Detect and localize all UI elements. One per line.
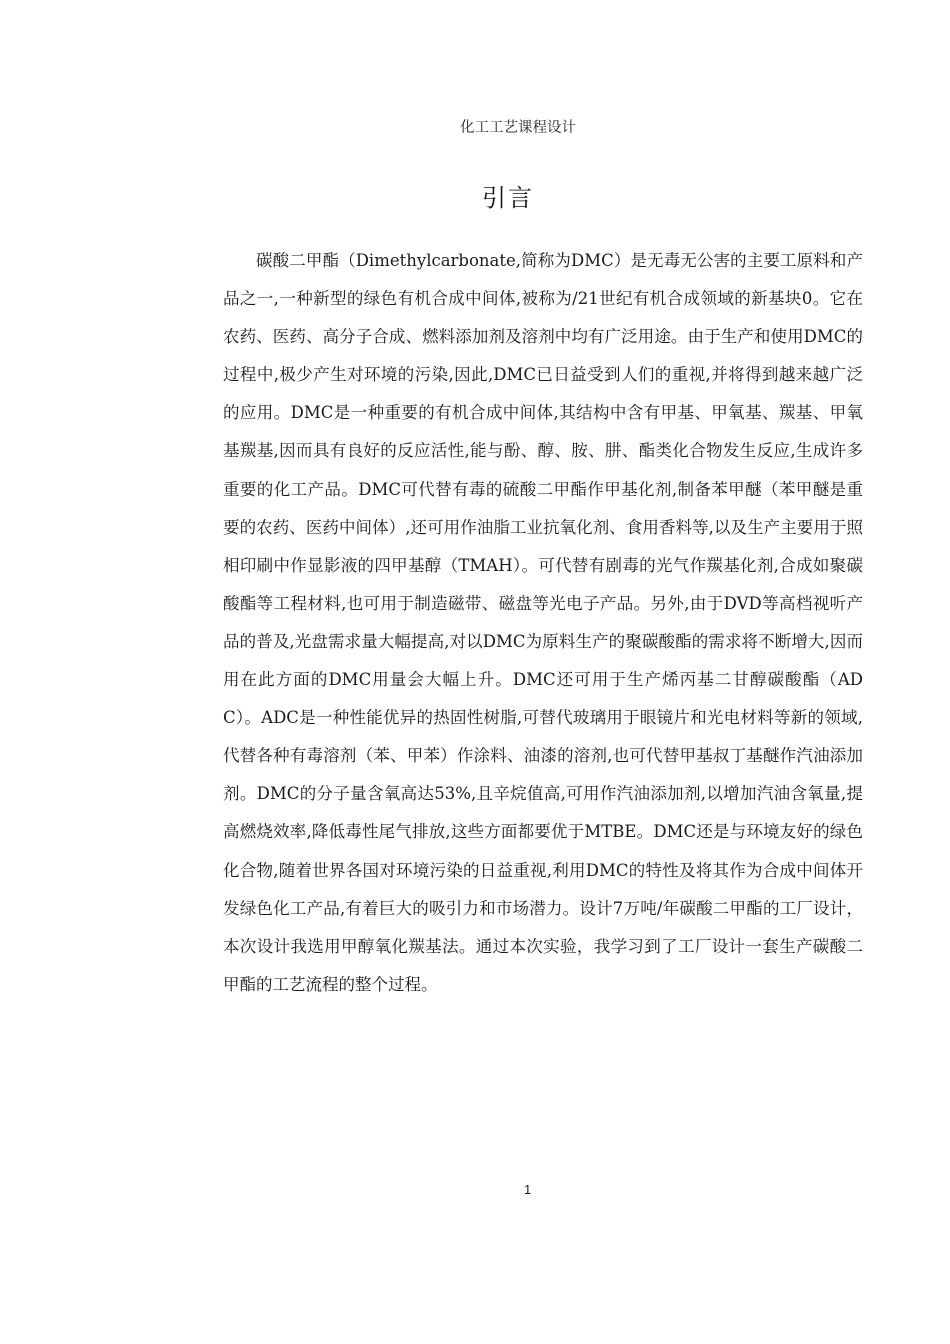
running-header: 化工工艺课程设计: [460, 120, 576, 136]
body-paragraph: 碳酸二甲酯（Dimethylcarbonate,简称为DMC）是无毒无公害的主要工原料和产品之一,一种新型的绿色有机合成中间体,被称为/21世纪有机合成领域的新基块0。它在农药、医药、高分子合成、燃料添加剂及溶剂中均有广泛用途。由于生产和使用DMC的过程中,极少产生对环境的污染,因此,DMC已日益受到人们的重视,并将得到越来越广泛的应用。DMC是一种重要的有机合成中间体,其结构中含有甲基、甲氧基、羰基、甲氧基羰基,因而具有良好的反应活性,能与酚、醇、胺、肼、酯类化合物发生反应,生成许多重要的化工产品。DMC可代替有毒的硫酸二甲酯作甲基化剂,制备苯甲醚（苯甲醚是重要的农药、医药中间体）,还可用作油脂工业抗氧化剂、食用香料等,以及生产主要用于照相印刷中作显影液的四甲基醇（TMAH）。可代替有剧毒的光气作羰基化剂,合成如聚碳酸酯等工程材料,也可用于制造磁带、磁盘等光电子产品。另外,由于DVD等高档视听产品的普及,光盘需求量大幅提高,对以DMC为原料生产的聚碳酸酯的需求将不断增大,因而用在此方面的DMC用量会大幅上升。DMC还可用于生产烯丙基二甘醇碳酸酯（ADC）。ADC是一种性能优异的热固性树脂,可替代玻璃用于眼镜片和光电材料等新的领域,代替各种有毒溶剂（苯、甲苯）作涂料、油漆的溶剂,也可代替甲基叔丁基醚作汽油添加剂。DMC的分子量含氧高达53%,且辛烷值高,可用作汽油添加剂,以增加汽油含氧量,提高燃烧效率,降低毒性尾气排放,这些方面都要优于MTBE。DMC还是与环境友好的绿色化合物,随着世界各国对环境污染的日益重视,利用DMC的特性及将其作为合成中间体开发绿色化工产品,有着巨大的吸引力和市场潜力。设计7万吨/年碳酸二甲酯的工厂设计，本次设计我选用甲醇氧化羰基法。通过本次实验，我学习到了工厂设计一套生产碳酸二甲酯的工艺流程的整个过程。: [223, 251, 863, 994]
section-title: 引言: [482, 184, 534, 212]
page-number: 1: [524, 1182, 532, 1197]
